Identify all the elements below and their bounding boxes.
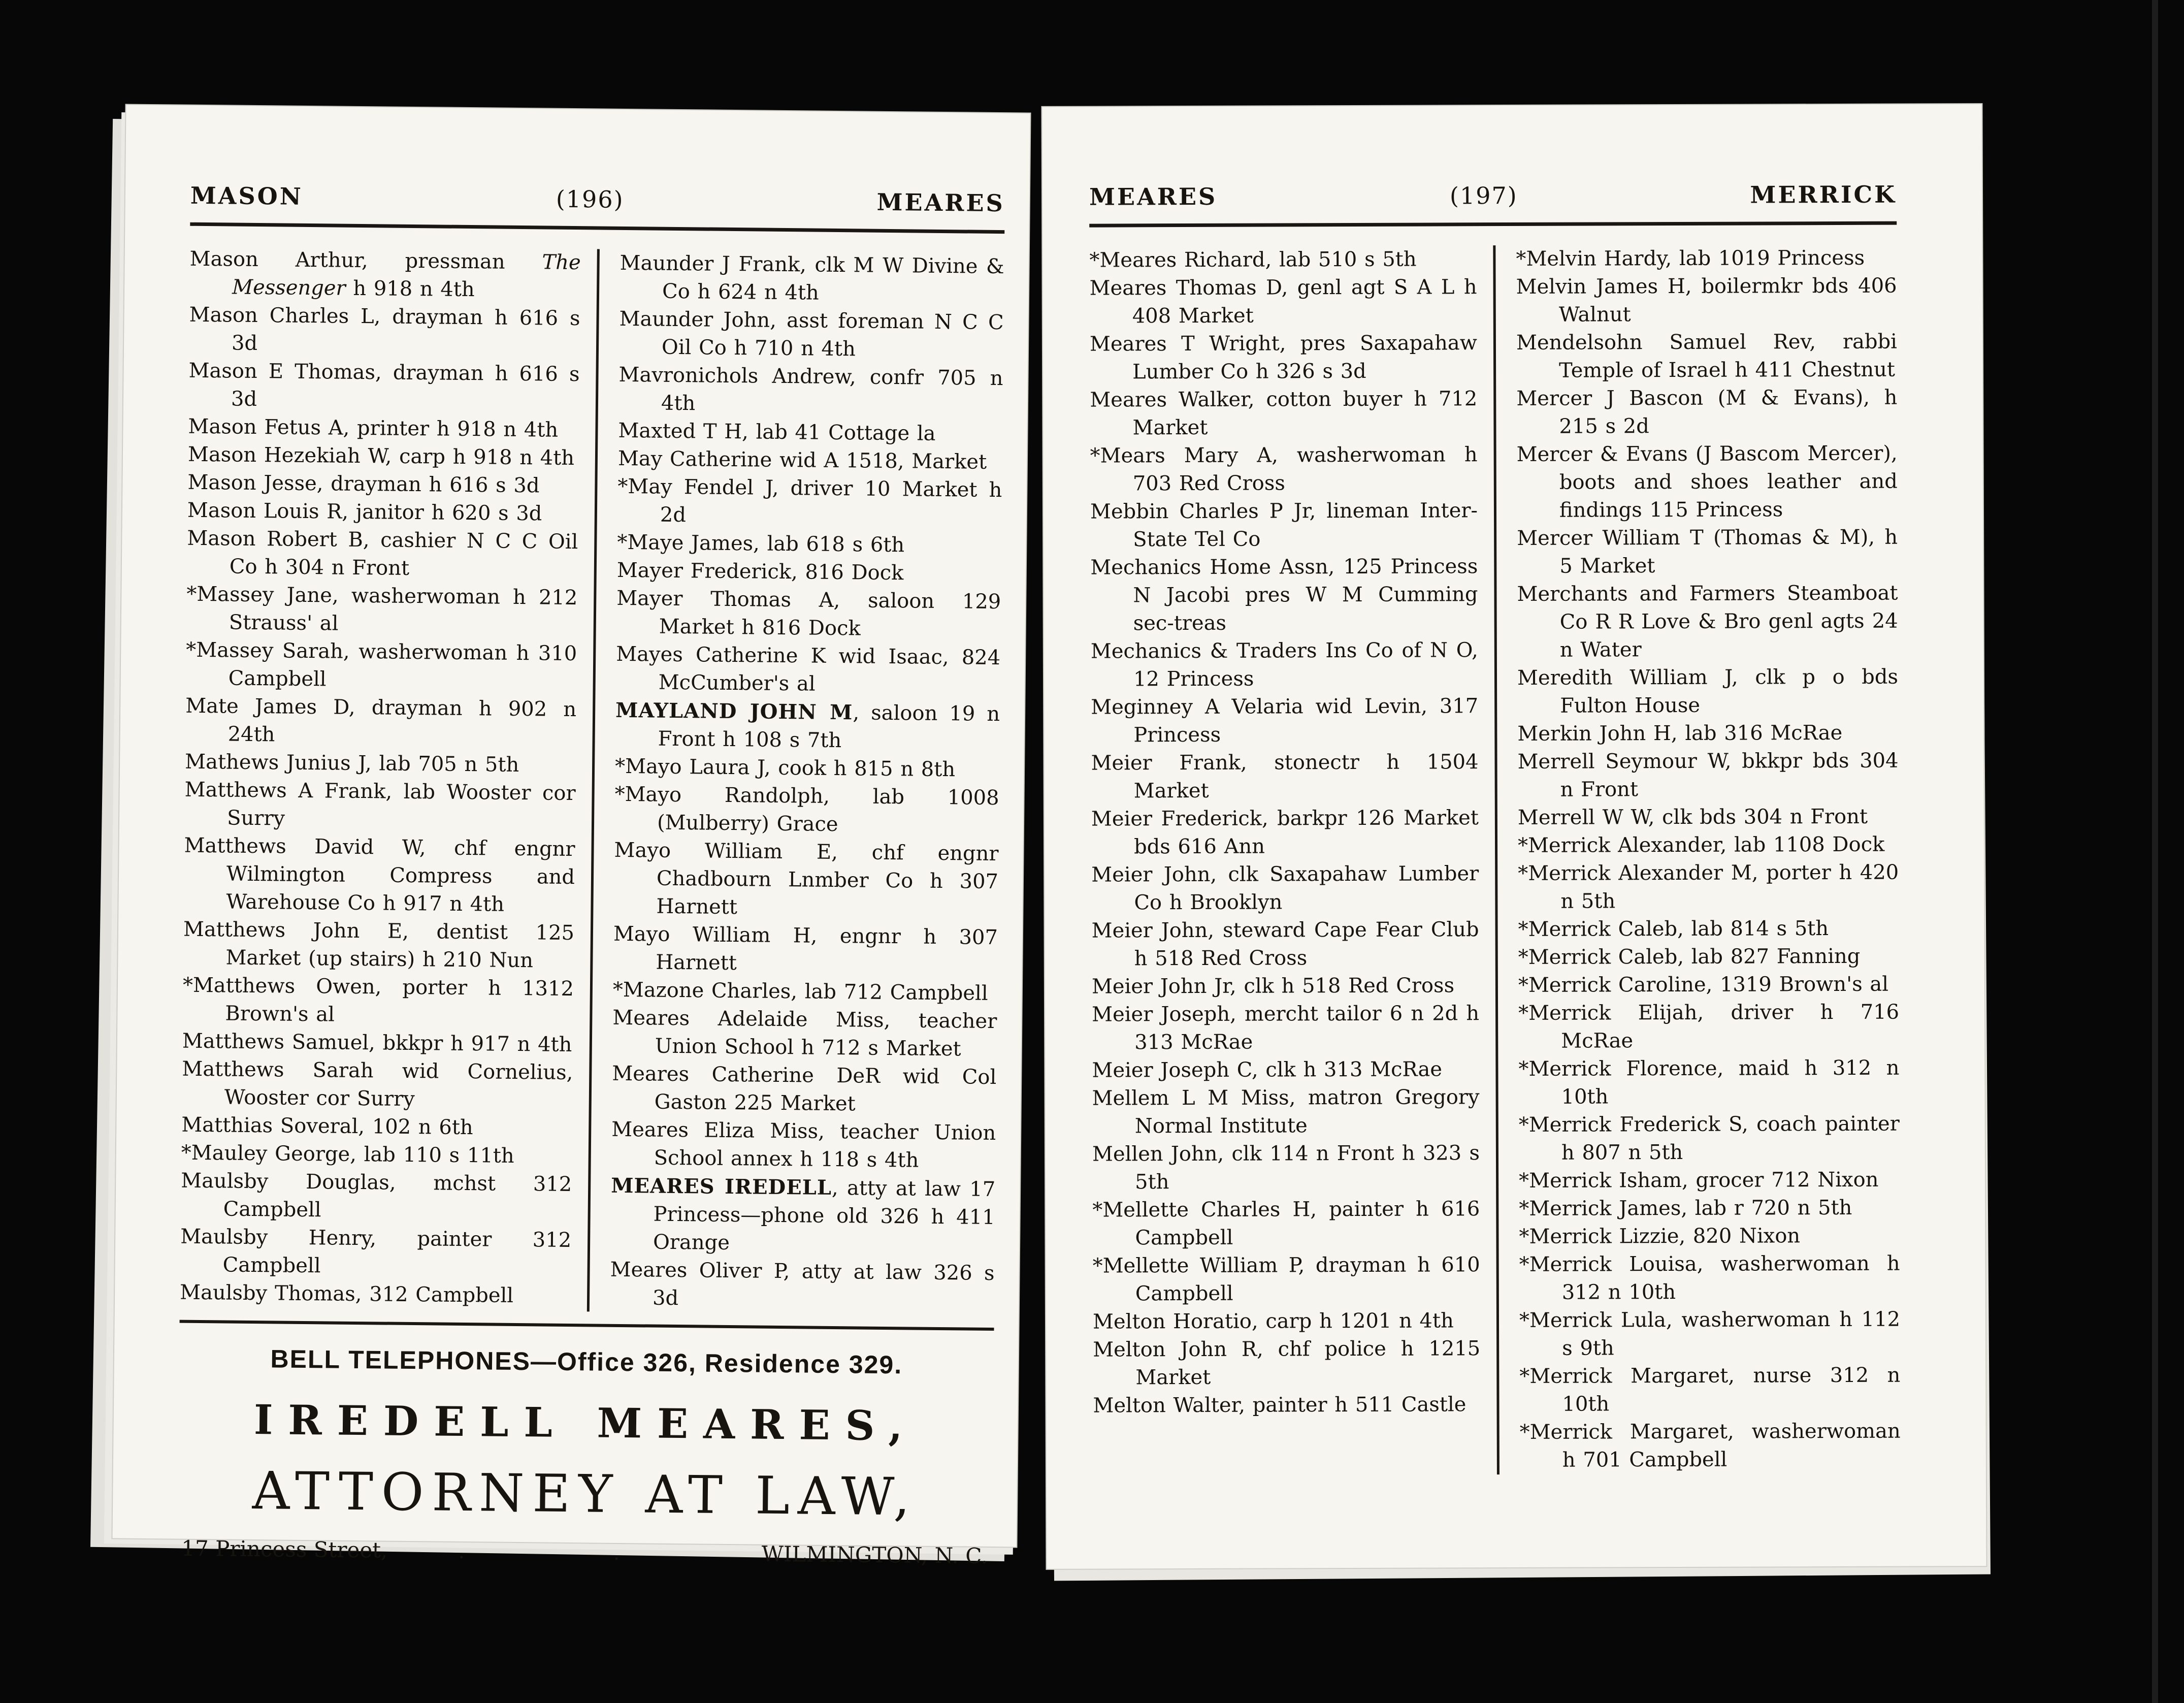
directory-entry: [1519, 1166, 1900, 1195]
entry-text-segment: Meares Walker, cotton buyer h 712 Market: [1090, 387, 1478, 440]
entry-text-segment: Meier Joseph C, clk h 313 McRae: [1092, 1057, 1443, 1082]
entry-text-segment: Meredith William J, clk p o bds Fulton House: [1517, 665, 1899, 718]
entry-text-segment: Mason Hezekiah W, carp h 918 n 4th: [187, 442, 575, 470]
directory-entry: [185, 636, 577, 696]
directory-entry: [181, 1139, 572, 1171]
ad-city: WILMINGTON, N. C.: [761, 1541, 988, 1568]
directory-entry: [187, 497, 578, 528]
directory-entry: [1519, 1194, 1900, 1223]
entry-text-segment: *Merrick Margaret, washerwoman h 701 Campbell: [1519, 1419, 1901, 1472]
directory-entry: [1090, 553, 1478, 637]
entry-text-segment: Matthews Sarah wid Cornelius, Wooster cor Surry: [182, 1057, 573, 1111]
entry-text-segment: Mason E Thomas, drayman h 616 s 3d: [188, 359, 580, 411]
directory-entry: [1517, 663, 1898, 720]
directory-entry: [182, 1027, 573, 1059]
entry-text-segment: Matthews Samuel, bkkpr h 917 n 4th: [182, 1029, 572, 1057]
directory-entry: [1090, 273, 1477, 330]
entry-text-segment: Merchants and Farmers Steamboat Co R R Love & Bro genl agts 24 n Water: [1517, 581, 1898, 662]
directory-entry: [1519, 1222, 1900, 1251]
entry-text-segment: Merkin John H, lab 316 McRae: [1517, 721, 1843, 746]
entry-text-segment: *Massey Sarah, washerwoman h 310 Campbell: [186, 638, 577, 691]
entry-text-segment: *Merrick Florence, maid h 312 n 10th: [1518, 1056, 1900, 1109]
entry-text-segment: Mayes Catherine K wid Isaac, 824 McCumber's al: [616, 642, 1001, 696]
entry-text-segment: Mechanics Home Assn, 125 Princess N Jacobi pres W M Cumming sec-treas: [1090, 555, 1478, 635]
entry-text-segment: MAYLAND JOHN M: [615, 698, 853, 725]
directory-entry: [610, 1172, 996, 1260]
entry-text-segment: Meares Thomas D, genl agt S A L h 408 Market: [1089, 275, 1477, 328]
header-right-name: MEARES: [876, 188, 1005, 217]
directory-entry: [1519, 1362, 1900, 1419]
advertisement: [177, 1343, 994, 1568]
directory-entry: [1089, 245, 1477, 274]
entry-text-segment: Matthews John E, dentist 125 Market (up stairs) h 210 Nun: [183, 917, 575, 973]
directory-entry: [1518, 1054, 1899, 1111]
ad-title-line: ATTORNEY AT LAW,: [252, 1461, 919, 1528]
entry-text-segment: *Merrick Elijah, driver h 716 McRae: [1518, 1000, 1900, 1053]
directory-entry: [188, 413, 579, 444]
directory-entry: [1518, 831, 1899, 860]
directory-entry: [182, 972, 574, 1031]
entry-text-segment: Mayer Thomas A, saloon 129 Market h 816 Dock: [616, 586, 1001, 640]
entry-text-segment: Mason Arthur, pressman: [189, 247, 542, 274]
directory-entry: [1091, 636, 1478, 693]
entry-text-segment: *Massey Jane, washerwoman h 212 Strauss' al: [186, 582, 578, 635]
entry-text-segment: *Mazone Charles, lab 712 Campbell: [612, 978, 988, 1005]
directory-entry: [610, 1256, 995, 1315]
entry-text-segment: The Messenger: [232, 250, 581, 300]
directory-entry: [1091, 860, 1479, 917]
page-number: (197): [1449, 181, 1518, 210]
directory-entry: [1091, 804, 1479, 861]
entry-text-segment: Mercer & Evans (J Bascom Mercer), boots and shoes leather and findings 115 Princess: [1516, 441, 1898, 522]
entry-text-segment: Mellem L M Miss, matron Gregory Normal Institute: [1092, 1085, 1480, 1138]
entry-text-segment: *Merrick Caleb, lab 814 s 5th: [1518, 917, 1829, 941]
directory-entry: [187, 469, 578, 500]
directory-entry: [188, 441, 579, 472]
directory-entry: [183, 916, 574, 975]
directory-entry: [181, 1111, 572, 1143]
entry-text-segment: Meier John Jr, clk h 518 Red Cross: [1091, 974, 1455, 999]
entry-text-segment: *Merrick Louisa, washerwoman h 312 n 10th: [1519, 1251, 1900, 1304]
directory-entry: [615, 753, 999, 784]
ad-separator-dots: . .: [458, 1539, 691, 1566]
entry-text-segment: Mercer J Bascon (M & Evans), h 215 s 2d: [1516, 385, 1898, 438]
directory-entry: [1519, 1250, 1900, 1307]
directory-entry: [617, 557, 1001, 588]
left-page-header: [190, 182, 1005, 217]
directory-entry: [1090, 329, 1477, 386]
entry-text-segment: *Mears Mary A, washerwoman h 703 Red Cross: [1090, 443, 1478, 496]
entry-text-segment: *Mellette William P, drayman h 610 Campbell: [1092, 1253, 1480, 1306]
entry-text-segment: Meier John, steward Cape Fear Club h 518 Red Cross: [1091, 918, 1479, 971]
directory-entry: [1092, 972, 1479, 1001]
entry-text-segment: Mayo William E, chf engnr Chadbourn Lnmber Co h 307 Harnett: [614, 838, 999, 919]
directory-entry: [189, 245, 581, 305]
directory-column: [1493, 244, 1901, 1474]
directory-entry: [1518, 999, 1899, 1055]
right-page-content: [1042, 104, 1985, 1476]
entry-text-segment: Mechanics & Traders Ins Co of N O, 12 Princess: [1090, 638, 1478, 691]
directory-entry: [1518, 859, 1899, 916]
directory-entry: [612, 1004, 997, 1064]
directory-entry: [1092, 1195, 1480, 1252]
directory-entry: [612, 1060, 997, 1119]
directory-entry: [187, 525, 578, 584]
entry-text-segment: *Maye James, lab 618 s 6th: [617, 530, 905, 557]
entry-text-segment: Maunder John, asst foreman N C C Oil Co h 710 n 4th: [619, 307, 1004, 361]
left-page-columns: [180, 245, 1004, 1315]
entry-text-segment: , saloon 19 n Front h 108 s 7th: [658, 701, 1000, 753]
directory-entry: [615, 640, 1000, 700]
directory-entry: [1516, 328, 1897, 385]
directory-entry: [618, 417, 1002, 448]
entry-text-segment: Meier Frederick, barkpr 126 Market bds 616 Ann: [1091, 806, 1479, 859]
left-page-content: [112, 105, 1030, 1569]
directory-entry: [620, 249, 1004, 309]
header-left-name: MASON: [190, 181, 304, 210]
entry-text-segment: *Mauley George, lab 110 s 11th: [181, 1141, 514, 1168]
entry-text-segment: Mayer Frederick, 816 Dock: [616, 558, 904, 585]
entry-text-segment: Meares Eliza Miss, teacher Union School annex h 118 s 4th: [611, 1117, 996, 1172]
entry-text-segment: *Merrick Alexander M, porter h 420 n 5th: [1518, 860, 1899, 913]
entry-text-segment: Matthews A Frank, lab Wooster cor Surry: [184, 778, 576, 830]
entry-text-segment: Meier John, clk Saxapahaw Lumber Co h Brooklyn: [1091, 862, 1479, 915]
directory-entry: [1518, 803, 1899, 832]
directory-entry: [1092, 1083, 1480, 1140]
directory-entry: [1093, 1307, 1480, 1336]
directory-entry: [180, 1167, 572, 1227]
directory-entry: [617, 529, 1001, 560]
entry-text-segment: *Merrick Lizzie, 820 Nixon: [1519, 1224, 1801, 1248]
directory-entry: [1093, 1391, 1480, 1420]
page-number: (196): [556, 185, 624, 213]
directory-entry: [615, 696, 1000, 756]
entry-text-segment: *Merrick Lula, washerwoman h 112 s 9th: [1519, 1307, 1901, 1360]
entry-text-segment: Maulsby Henry, painter 312 Campbell: [180, 1225, 572, 1278]
entry-text-segment: *Merrick Isham, grocer 712 Nixon: [1519, 1168, 1879, 1193]
scan-artifact: [2152, 0, 2158, 1703]
entry-text-segment: , atty at law 17 Princess—phone old 326 h 411 Orange: [653, 1176, 996, 1255]
directory-entry: [1518, 971, 1899, 1000]
directory-entry: [180, 1223, 571, 1282]
entry-text-segment: Mavronichols Andrew, confr 705 n 4th: [618, 363, 1003, 415]
entry-text-segment: Mate James D, drayman h 902 n 24th: [185, 694, 577, 747]
directory-entry: [618, 361, 1003, 421]
directory-column: [587, 249, 1004, 1315]
entry-text-segment: Merrell W W, clk bds 304 n Front: [1517, 805, 1868, 829]
header-rule: [1089, 221, 1897, 228]
entry-text-segment: *Melvin Hardy, lab 1019 Princess: [1516, 246, 1865, 271]
directory-column: [1089, 245, 1497, 1475]
directory-entry: [618, 445, 1002, 476]
directory-entry: [1517, 524, 1898, 581]
directory-entry: [1090, 441, 1478, 498]
directory-entry: [1090, 385, 1477, 442]
directory-entry: [1518, 915, 1899, 944]
directory-entry: [183, 832, 575, 919]
left-page: [112, 105, 1030, 1568]
directory-entry: [1519, 1110, 1900, 1167]
directory-entry: [1093, 1251, 1480, 1308]
entry-text-segment: Mathews Junius J, lab 705 n 5th: [184, 750, 519, 777]
entry-text-segment: Matthias Soveral, 102 n 6th: [181, 1113, 473, 1140]
directory-entry: [185, 748, 576, 780]
entry-text-segment: Mendelsohn Samuel Rev, rabbi Temple of Israel h 411 Chestnut: [1516, 330, 1898, 382]
entry-text-segment: *Mellette Charles H, painter h 616 Campbell: [1092, 1197, 1480, 1250]
entry-text-segment: *Meares Richard, lab 510 s 5th: [1089, 247, 1417, 272]
entry-text-segment: Maxted T H, lab 41 Cottage la: [618, 419, 936, 445]
entry-text-segment: *Mayo Laura J, cook h 815 n 8th: [614, 754, 956, 782]
entry-text-segment: *Merrick Alexander, lab 1108 Dock: [1517, 832, 1885, 857]
entry-text-segment: MEARES IREDELL: [610, 1173, 832, 1200]
directory-column: [180, 245, 597, 1312]
entry-text-segment: Mason Fetus A, printer h 918 n 4th: [188, 414, 559, 442]
right-page: [1042, 104, 1986, 1569]
directory-entry: [184, 776, 576, 836]
entry-text-segment: *May Fendel J, driver 10 Market h 2d: [617, 474, 1002, 527]
ad-address-line: [177, 1536, 992, 1568]
directory-entry: [1520, 1418, 1901, 1474]
directory-entry: [611, 1116, 996, 1175]
directory-entry: [1091, 748, 1478, 805]
directory-entry: [186, 581, 578, 640]
entry-text-segment: May Catherine wid A 1518, Market: [617, 446, 987, 474]
directory-entry: [188, 357, 580, 416]
entry-text-segment: *Matthews Owen, porter h 1312 Brown's al: [182, 973, 574, 1026]
directory-entry: [180, 1279, 571, 1310]
entry-text-segment: Mason Jesse, drayman h 616 s 3d: [187, 470, 540, 498]
entry-text-segment: Matthews David W, chf engnr Wilmington Compress and Warehouse Co h 917 n 4th: [184, 833, 575, 916]
directory-entry: [617, 473, 1002, 532]
entry-text-segment: Meginney A Velaria wid Levin, 317 Princess: [1091, 694, 1479, 747]
directory-entry: [1091, 916, 1479, 973]
header-right-name: MERRICK: [1750, 180, 1897, 209]
entry-text-segment: h 918 n 4th: [345, 276, 475, 302]
directory-entry: [1092, 1000, 1479, 1056]
entry-text-segment: Maulsby Douglas, mchst 312 Campbell: [181, 1169, 572, 1222]
entry-text-segment: Meares Adelaide Miss, teacher Union School h 712 s Market: [612, 1006, 997, 1061]
entry-text-segment: Melton Walter, painter h 511 Castle: [1093, 1393, 1466, 1418]
header-left-name: MEARES: [1089, 182, 1218, 211]
entry-text-segment: Maunder J Frank, clk M W Divine & Co h 624 n 4th: [620, 251, 1004, 305]
directory-entry: [1093, 1335, 1480, 1392]
directory-entry: [185, 692, 576, 752]
entry-text-segment: *Merrick Margaret, nurse 312 n 10th: [1519, 1363, 1901, 1416]
directory-entry: [182, 1055, 573, 1115]
directory-entry: [1517, 580, 1898, 664]
directory-entry: [616, 585, 1001, 644]
directory-entry: [1519, 1306, 1900, 1363]
directory-entry: [1517, 440, 1898, 525]
entry-text-segment: *Merrick Frederick S, coach painter h 807 n 5th: [1518, 1112, 1900, 1165]
directory-entry: [1516, 244, 1897, 273]
entry-text-segment: Maulsby Thomas, 312 Campbell: [179, 1280, 514, 1307]
entry-text-segment: *Merrick Caleb, lab 827 Fanning: [1518, 944, 1861, 969]
entry-text-segment: Melton Horatio, carp h 1201 n 4th: [1092, 1309, 1454, 1334]
directory-entry: [1517, 747, 1898, 804]
directory-entry: [1092, 1139, 1480, 1196]
entry-text-segment: Melvin James H, boilermkr bds 406 Walnut: [1516, 274, 1897, 327]
ad-name-line: IREDELL MEARES,: [253, 1396, 918, 1450]
directory-entry: [619, 305, 1004, 365]
entry-text-segment: Melton John R, chf police h 1215 Market: [1093, 1337, 1481, 1390]
ad-street-address: 17 Princess Street,: [181, 1535, 388, 1563]
directory-entry: [1090, 497, 1478, 554]
entry-text-segment: *Merrick Caroline, 1319 Brown's al: [1518, 972, 1889, 997]
header-rule: [190, 222, 1004, 234]
entry-text-segment: Meier Joseph, mercht tailor 6 n 2d h 313 McRae: [1092, 1002, 1480, 1054]
entry-text-segment: Mebbin Charles P Jr, lineman Inter-State Tel Co: [1090, 499, 1478, 552]
entry-text-segment: Mellen John, clk 114 n Front h 323 s 5th: [1092, 1141, 1480, 1194]
ad-telephones-line: BELL TELEPHONES—Office 326, Residence 329.: [270, 1344, 903, 1379]
entry-text-segment: Merrell Seymour W, bkkpr bds 304 n Front: [1517, 749, 1899, 801]
entry-text-segment: Meares Catherine DeR wid Col Gaston 225 Market: [612, 1062, 997, 1116]
entry-text-segment: *Merrick James, lab r 720 n 5th: [1519, 1196, 1852, 1220]
entry-text-segment: Meares T Wright, pres Saxapahaw Lumber Co h 326 s 3d: [1089, 331, 1478, 384]
directory-entry: [613, 837, 999, 924]
directory-entry: [1517, 719, 1898, 748]
directory-entry: [614, 781, 999, 840]
directory-entry: [1091, 692, 1478, 749]
entry-text-segment: Mercer William T (Thomas & M), h 5 Market: [1517, 525, 1898, 578]
right-page-columns: [1089, 244, 1901, 1476]
directory-entry: [1092, 1055, 1479, 1084]
entry-text-segment: Meares Oliver P, atty at law 326 s 3d: [610, 1258, 995, 1310]
right-page-header: [1089, 181, 1897, 211]
entry-text-segment: Meier Frank, stonectr h 1504 Market: [1091, 750, 1479, 803]
directory-entry: [1518, 943, 1899, 972]
directory-entry: [1516, 272, 1897, 329]
entry-text-segment: Mason Louis R, janitor h 620 s 3d: [187, 498, 542, 526]
advertisement-rule: [180, 1320, 994, 1331]
directory-entry: [613, 920, 998, 980]
entry-text-segment: Mason Charles L, drayman h 616 s 3d: [189, 303, 580, 356]
entry-text-segment: Mason Robert B, cashier N C C Oil Co h 304 n Front: [187, 526, 578, 580]
directory-entry: [189, 301, 580, 361]
entry-text-segment: Mayo William H, engnr h 307 Harnett: [613, 922, 998, 975]
directory-entry: [613, 976, 997, 1008]
directory-entry: [1516, 384, 1897, 441]
entry-text-segment: *Mayo Randolph, lab 1008 (Mulberry) Grace: [614, 782, 999, 837]
